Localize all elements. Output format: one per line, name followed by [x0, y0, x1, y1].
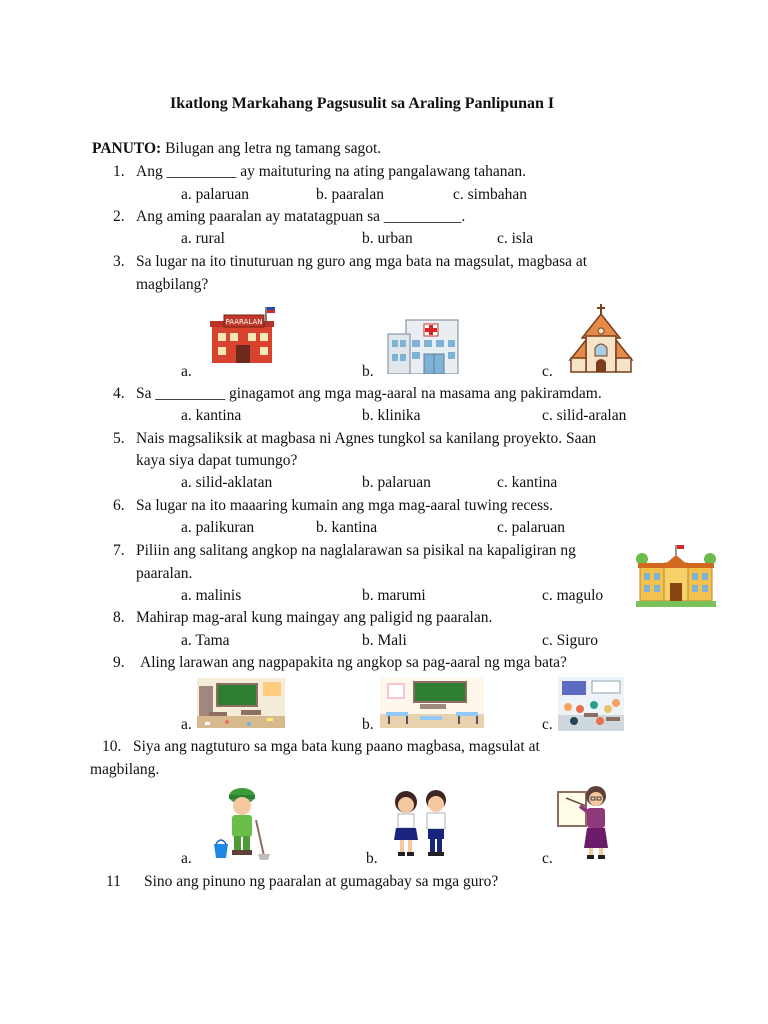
question-text: Siya ang nagtuturo sa mga bata kung paano magbasa, magsulat at	[133, 738, 540, 755]
choice-c: c. magulo	[542, 587, 604, 604]
crowded-classroom-icon	[558, 677, 624, 731]
question-text: Ang _________ ay maituturing na ating pangalawang tahanan.	[136, 163, 526, 180]
school-campus-icon	[636, 545, 716, 609]
instructions-label: PANUTO:	[92, 140, 162, 157]
choice-b: b. paaralan	[316, 186, 384, 203]
question-text: Nais magsaliksik at magbasa ni Agnes tungkol sa kanilang proyekto. Saan	[136, 430, 597, 447]
choice-c: c.	[542, 850, 553, 867]
question-number: 10.	[102, 738, 122, 755]
question-text-cont: paaralan.	[136, 565, 193, 582]
choice-a: a. palaruan	[181, 186, 249, 203]
choice-b: b. marumi	[362, 587, 426, 604]
choice-b: b.	[362, 716, 374, 733]
choice-b: b. urban	[362, 230, 413, 247]
question-number: 2.	[113, 208, 125, 225]
question-text-cont: kaya siya dapat tumungo?	[136, 452, 298, 469]
clean-classroom-icon	[380, 678, 484, 728]
choice-c: c.	[542, 716, 553, 733]
choice-c: c. simbahan	[453, 186, 528, 203]
question-text: Ang aming paaralan ay matatagpuan sa __________.	[136, 208, 466, 225]
choice-a: a.	[181, 363, 192, 380]
question-number: 9.	[113, 654, 125, 671]
choice-c: c. silid-aralan	[542, 407, 627, 424]
church-icon	[568, 304, 634, 374]
question-text: Piliin ang salitang angkop na naglalarawan sa pisikal na kapaligiran ng	[136, 542, 576, 559]
question-number: 1.	[113, 163, 125, 180]
question-text: Sa _________ ginagamot ang mga mag-aaral na masama ang pakiramdam.	[136, 385, 602, 402]
question-text-cont: magbilang?	[136, 276, 209, 293]
question-text: Sino ang pinuno ng paaralan at gumagabay sa mga guro?	[144, 873, 499, 890]
teacher-icon	[556, 784, 614, 860]
choice-a: a.	[181, 716, 192, 733]
choice-c: c. kantina	[497, 474, 558, 491]
choice-a: a. silid-aklatan	[181, 474, 273, 491]
choice-a: a. rural	[181, 230, 225, 247]
messy-classroom-icon	[197, 678, 285, 728]
question-text-cont: magbilang.	[90, 761, 160, 778]
question-number: 4.	[113, 385, 125, 402]
choice-a: a.	[181, 850, 192, 867]
question-text: Sa lugar na ito tinuturuan ng guro ang mga bata na magsulat, magbasa at	[136, 253, 588, 270]
choice-a: a. Tama	[181, 632, 230, 649]
question-number: 7.	[113, 542, 125, 559]
question-number: 5.	[113, 430, 125, 447]
choice-b: b.	[366, 850, 378, 867]
question-text: Aling larawan ang nagpapakita ng angkop sa pag-aaral ng mga bata?	[140, 654, 567, 671]
choice-c: c. Siguro	[542, 632, 598, 649]
students-icon	[386, 788, 458, 860]
choice-b: b. klinika	[362, 407, 421, 424]
question-number: 6.	[113, 497, 125, 514]
choice-b: b.	[362, 363, 374, 380]
question-text: Sa lugar na ito maaaring kumain ang mga mag-aaral tuwing recess.	[136, 497, 554, 514]
instructions-text: Bilugan ang letra ng tamang sagot.	[165, 140, 382, 157]
question-text: Mahirap mag-aral kung maingay ang paligid ng paaralan.	[136, 609, 493, 626]
choice-b: b. Mali	[362, 632, 407, 649]
hospital-icon	[386, 316, 462, 374]
question-number: 3.	[113, 253, 125, 270]
choice-a: a. palikuran	[181, 519, 255, 536]
choice-c: c.	[542, 363, 553, 380]
choice-a: a. kantina	[181, 407, 242, 424]
question-number: 8.	[113, 609, 125, 626]
instructions	[92, 140, 381, 158]
choice-c: c. palaruan	[497, 519, 565, 536]
janitor-icon	[212, 786, 272, 860]
choice-b: b. palaruan	[362, 474, 431, 491]
school-sign: PAARALAN	[225, 318, 263, 326]
page-title: Ikatlong Markahang Pagsusulit sa Araling Panlipunan I	[170, 95, 555, 112]
choice-c: c. isla	[497, 230, 534, 247]
question-number: 11	[106, 873, 121, 890]
choice-b: b. kantina	[316, 519, 378, 536]
choice-a: a. malinis	[181, 587, 242, 604]
school-building-icon	[210, 305, 276, 365]
